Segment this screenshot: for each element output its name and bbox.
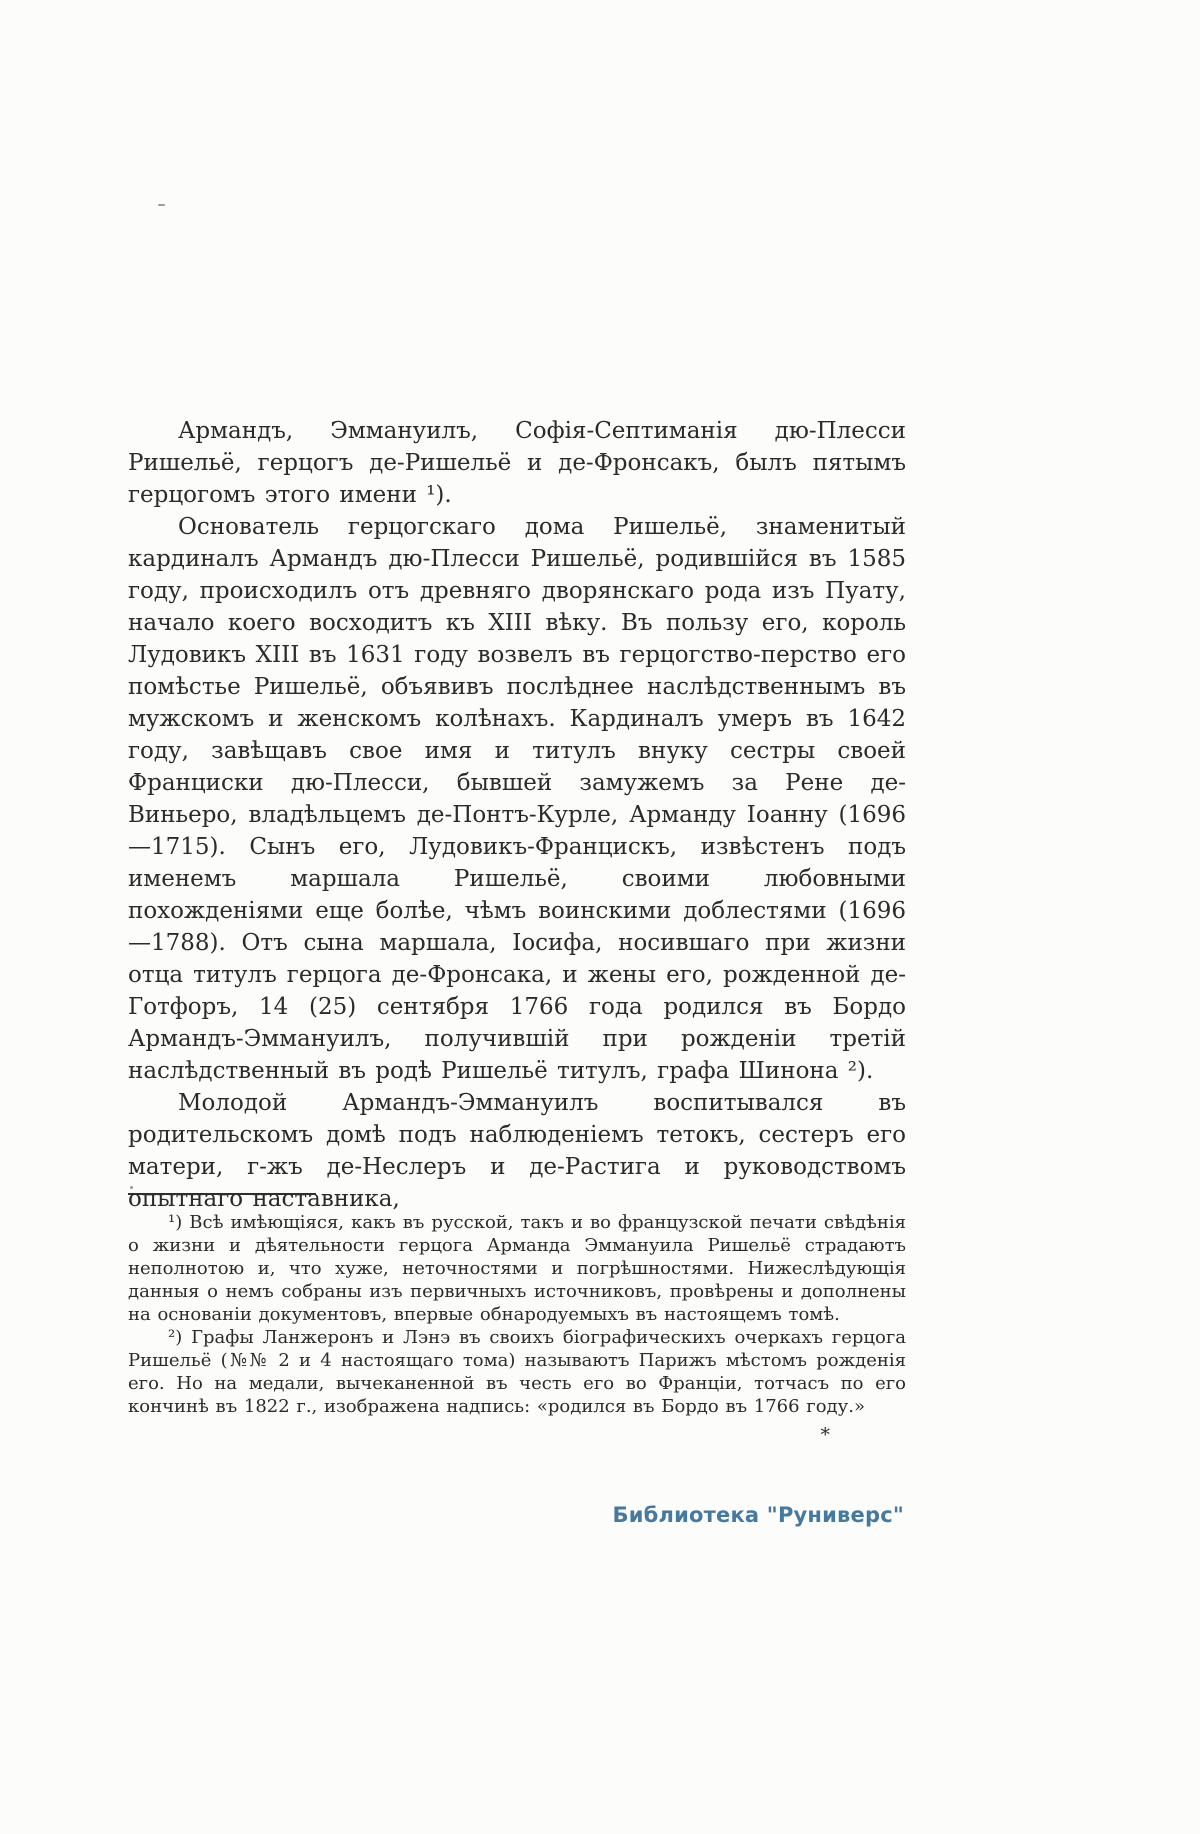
signature-mark: * (820, 1424, 830, 1446)
footnote-1: ¹) Всѣ имѣющіяся, какъ въ русской, такъ и во французской печати свѣдѣнія о жизни и дѣятельности герцога Арманда Эммануила Ришельё страдаютъ неполнотою и, что хуже, неточностями и погрѣшностями. Нижеслѣдующія данныя о немъ собраны изъ первичныхъ источниковъ, провѣрены и дополнены на основаніи документовъ, впервые обнародуемыхъ въ настоящемъ томѣ. (128, 1212, 906, 1325)
paragraph-intro: Армандъ, Эммануилъ, Софія-Септиманія дю-Плесси Ришельё, герцогъ де-Ришельё и де-Фронсакъ, былъ пятымъ герцогомъ этого имени ¹). (128, 418, 906, 508)
scan-speck (158, 204, 165, 206)
library-watermark: Библиотека "Руниверс" (612, 1503, 904, 1527)
footnotes-block (128, 1211, 906, 1447)
paragraph-upbringing: Молодой Армандъ-Эммануилъ воспитывался въ родительскомъ домѣ подъ наблюденіемъ тетокъ, сестеръ его матери, г-жъ де-Неслеръ и де-Растига и руководствомъ опытнаго наставника, (128, 1090, 906, 1212)
footnote-separator (128, 1193, 316, 1195)
paragraph-family-history: Основатель герцогскаго дома Ришельё, знаменитый кардиналъ Армандъ дю-Плесси Ришельё, родившійся въ 1585 году, происходилъ отъ древняго дворянскаго рода изъ Пуату, начало коего восходитъ къ XIII вѣку. Въ пользу его, король Лудовикъ XIII въ 1631 году возвелъ въ герцогство-перство его помѣстье Ришельё, объявивъ послѣднее наслѣдственнымъ въ мужскомъ и женскомъ колѣнахъ. Кардиналъ умеръ въ 1642 году, завѣщавъ свое имя и титулъ внуку сестры своей Франциски дю-Плесси, бывшей замужемъ за Рене де-Виньеро, владѣльцемъ де-Понтъ-Курле, Арманду Іоанну (1696—1715). Сынъ его, Лудовикъ-Францискъ, извѣстенъ подъ именемъ маршала Ришельё, своими любовными похожденіями еще болѣе, чѣмъ воинскими доблестями (1696—1788). Отъ сына маршала, Іосифа, носившаго при жизни отца титулъ герцога де-Фронсака, и жены его, рожденной де-Готфоръ, 14 (25) сентября 1766 года родился въ Бордо Армандъ-Эммануилъ, получившій при рожденіи третій наслѣдственный въ родѣ Ришельё титулъ, графа Шинона ²). (128, 514, 906, 1084)
footnote-2: ²) Графы Ланжеронъ и Лэнэ въ своихъ біографическихъ очеркахъ герцога Ришельё (№№ 2 и 4 настоящаго тома) называютъ Парижъ мѣстомъ рожденія его. Но на медали, вычеканенной въ честь его во Франціи, тотчасъ по его кончинѣ въ 1822 г., изображена надпись: «родился въ Бордо въ 1766 году.» (128, 1327, 906, 1417)
main-text-block (128, 415, 906, 1215)
